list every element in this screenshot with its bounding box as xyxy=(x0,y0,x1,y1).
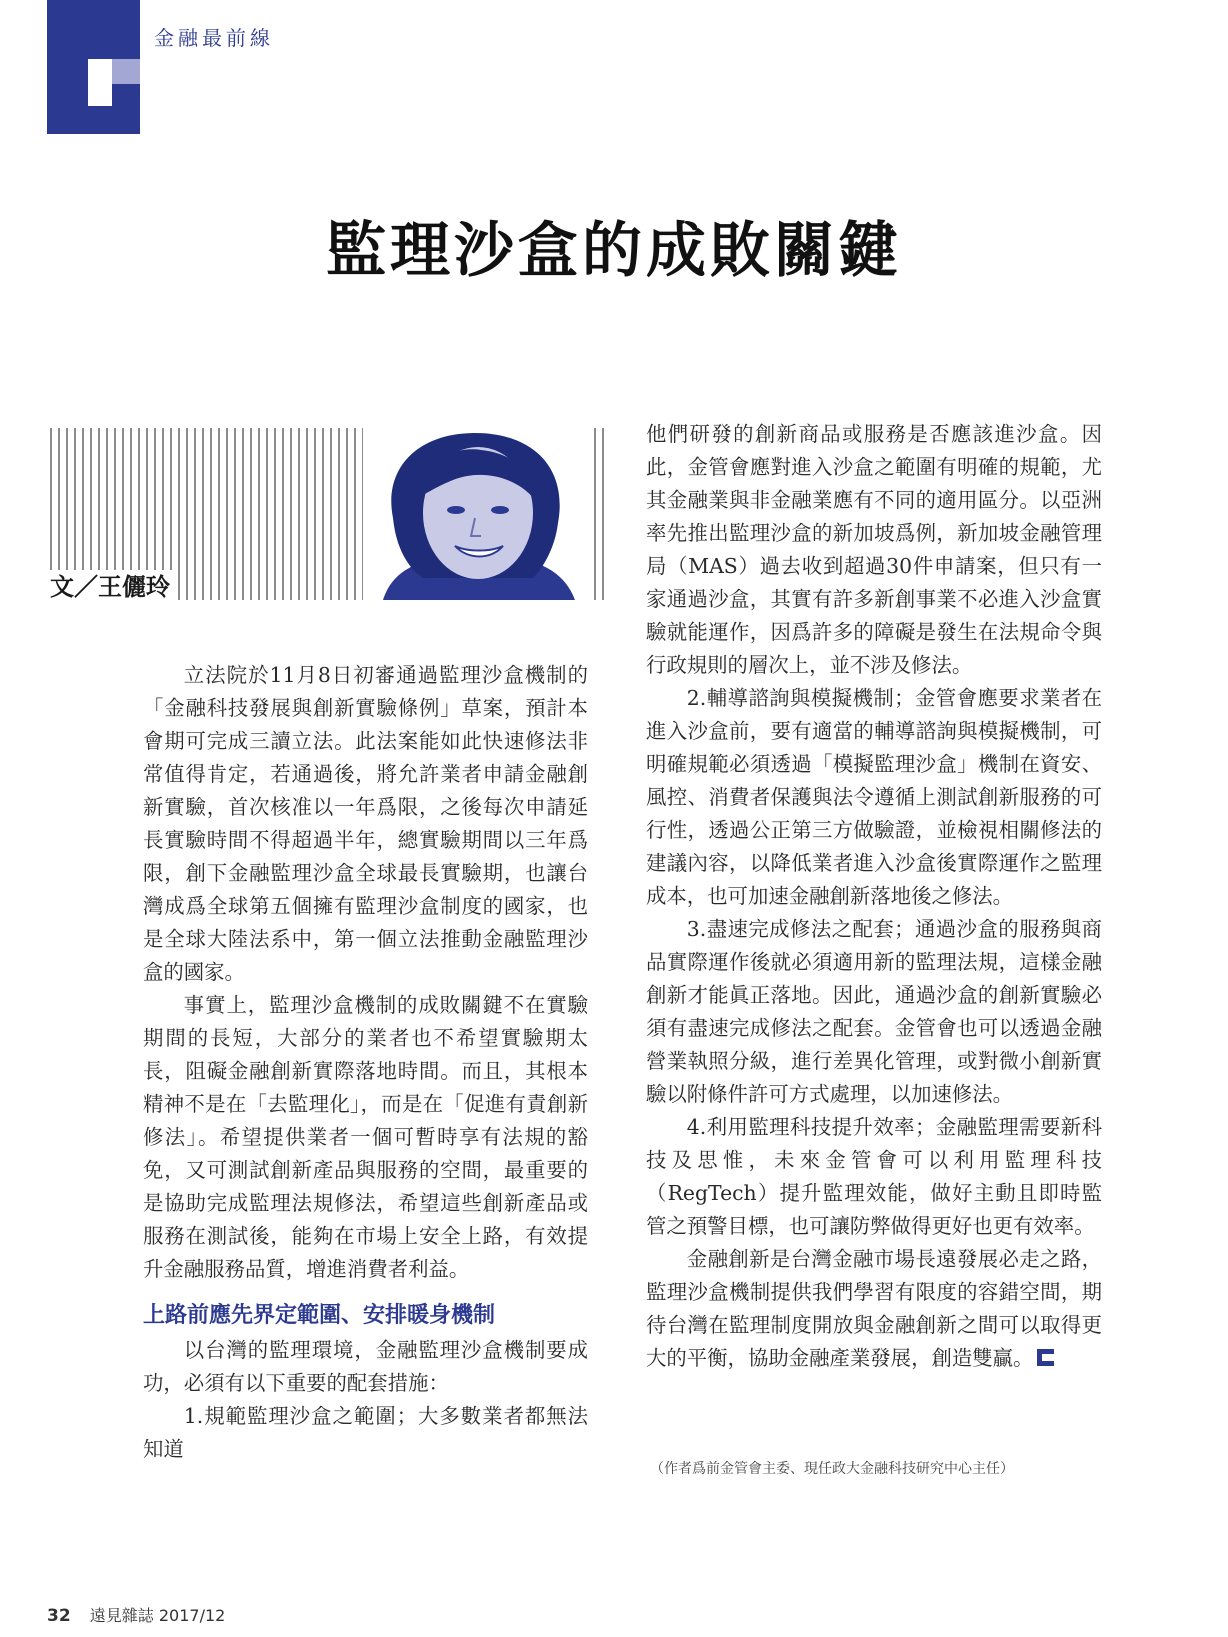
section-subheading: 上路前應先界定範圍、安排暖身機制 xyxy=(143,1303,496,1328)
author-portrait xyxy=(363,428,593,600)
right-column xyxy=(646,418,1102,1375)
paragraph: 2.輔導諮詢與模擬機制；金管會應要求業者在進入沙盒前，要有適當的輔導諮詢與模擬機制，可明確規範必須透過「模擬監理沙盒」機制在資安、風控、消費者保護與法令遵循上測試創新服務的可行性，透過公正第三方做驗證，並檢視相關修法的建議內容，以降低業者進入沙盒後實際運作之監理成本，也可加速金融創新落地後之修法。 xyxy=(646,686,1102,908)
section-logo-notch xyxy=(88,59,112,106)
page-number: 32 xyxy=(47,1606,71,1626)
article-title: 監理沙盒的成敗關鍵 xyxy=(326,216,902,286)
magazine-issue: 遠見雜誌 2017/12 xyxy=(89,1606,226,1625)
closing-text: 金融創新是台灣金融市場長遠發展必走之路，監理沙盒機制提供我們學習有限度的容錯空間，期待台灣在監理制度開放與金融創新之間可以取得更大的平衡，協助金融產業發展，創造雙贏。 xyxy=(646,1247,1102,1370)
closing-paragraph xyxy=(646,1243,1102,1375)
paragraph: 立法院於11月8日初審通過監理沙盒機制的「金融科技發展與創新實驗條例」草案，預計本會期可完成三讀立法。此法案能如此快速修法非常值得肯定，若通過後，將允許業者申請金融創新實驗，首次核准以一年爲限，之後每次申請延長實驗時間不得超過半年，總實驗期間以三年爲限，創下金融監理沙盒全球最長實驗期，也讓台灣成爲全球第五個擁有監理沙盒制度的國家，也是全球大陸法系中，第一個立法推動金融監理沙盒的國家。 xyxy=(143,663,588,984)
paragraph-continuation: 他們研發的創新商品或服務是否應該進沙盒。因此，金管會應對進入沙盒之範圍有明確的規範，尤其金融業與非金融業應有不同的適用區分。以亞洲率先推出監理沙盒的新加坡爲例，新加坡金融管理局（MAS）過去收到超過30件申請案，但只有一家通過沙盒，其實有許多新創事業不必進入沙盒實驗就能運作，因爲許多的障礙是發生在法規命令與行政規則的層次上，並不涉及修法。 xyxy=(646,422,1102,677)
author-byline: 文／王儷玲 xyxy=(48,570,178,604)
left-column xyxy=(143,659,588,1466)
paragraph: 1.規範監理沙盒之範圍；大多數業者都無法知道 xyxy=(143,1404,588,1461)
section-tag: 金融最前線 xyxy=(154,26,274,50)
paragraph: 4.利用監理科技提升效率；金融監理需要新科技及思惟，未來金管會可以利用監理科技（RegTech）提升監理效能，做好主動且即時監管之預警目標，也可讓防弊做得更好也更有效率。 xyxy=(646,1115,1102,1238)
end-mark-icon xyxy=(1037,1349,1054,1366)
paragraph: 3.盡速完成修法之配套；通過沙盒的服務與商品實際運作後就必須適用新的監理法規，這樣金融創新才能眞正落地。因此，通過沙盒的創新實驗必須有盡速完成修法之配套。金管會也可以透過金融營業執照分級，進行差異化管理，或對微小創新實驗以附條件許可方式處理，以加速修法。 xyxy=(646,917,1102,1106)
page-footer xyxy=(47,1603,225,1626)
author-note: （作者爲前金管會主委、現任政大金融科技研究中心主任） xyxy=(650,1461,1014,1477)
paragraph: 事實上，監理沙盒機制的成敗關鍵不在實驗期間的長短，大部分的業者也不希望實驗期太長，阻礙金融創新實際落地時間。而且，其根本精神不是在「去監理化」，而是在「促進有責創新修法」。希望提供業者一個可暫時享有法規的豁免，又可測試創新產品與服務的空間，最重要的是協助完成監理法規修法，希望這些創新產品或服務在測試後，能夠在市場上安全上路，有效提升金融服務品質，增進消費者利益。 xyxy=(143,993,588,1281)
paragraph: 以台灣的監理環境，金融監理沙盒機制要成功，必須有以下重要的配套措施： xyxy=(143,1338,588,1395)
section-logo-accent xyxy=(112,59,140,84)
